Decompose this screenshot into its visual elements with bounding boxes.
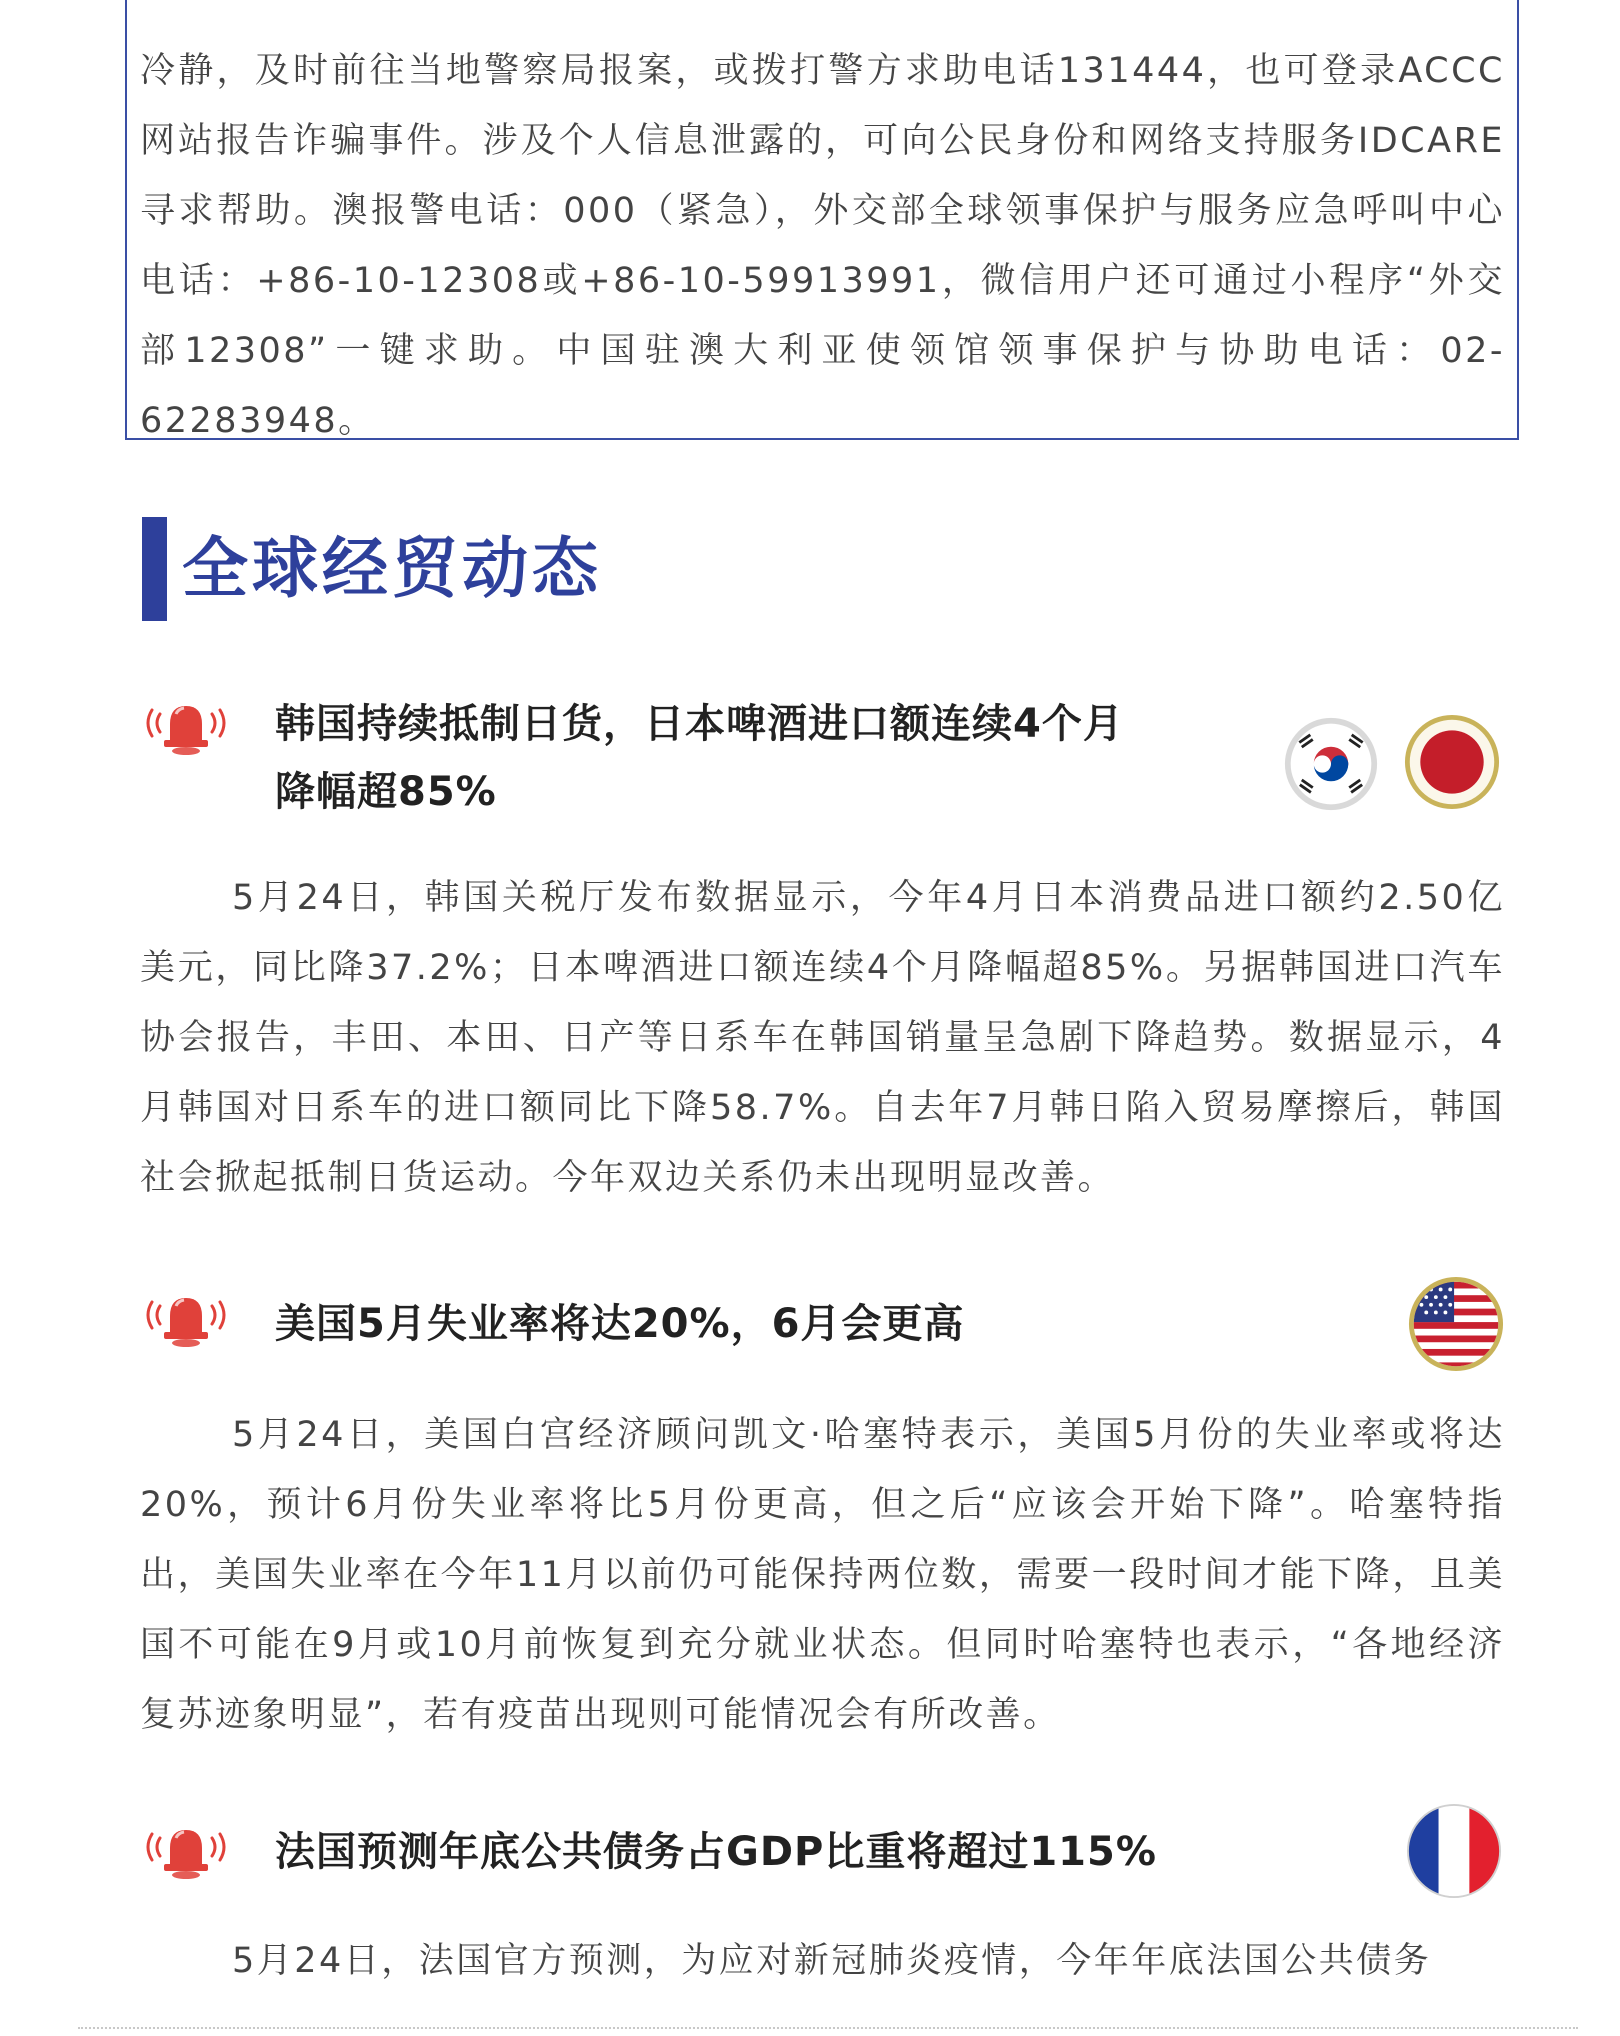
section-title: 全球经贸动态 xyxy=(182,530,602,607)
alarm-bell-icon xyxy=(138,1288,234,1350)
news-title-line: 降幅超85% xyxy=(275,769,497,815)
section-bar xyxy=(142,517,167,621)
notice-text: 冷静，及时前往当地警察局报案，或拨打警方求助电话131444，也可登录ACCC网站报告诈骗事件。涉及个人信息泄露的，可向公民身份和网络支持服务IDCARE寻求帮助。澳报警电话：000（紧急），外交部全球领事保护与服务应急呼叫中心电话：+86-10-12308或+86-10-59913991，微信用户还可通过小程序“外交部12308”一键求助。中国驻澳大利亚使领馆领事保护与协助电话：02-62283948。 xyxy=(140,51,1505,441)
news-title xyxy=(275,696,1124,820)
alarm-bell-icon xyxy=(138,1820,234,1882)
dotted-divider xyxy=(78,2027,1578,2029)
japan-flag-icon xyxy=(1404,714,1500,810)
news-body: 5月24日，韩国关税厅发布数据显示，今年4月日本消费品进口额约2.50亿美元，同比降37.2%；日本啤酒进口额连续4个月降幅超85%。另据韩国进口汽车协会报告，丰田、本田、日产等日系车在韩国销量呈急剧下降趋势。数据显示，4月韩国对日系车的进口额同比下降58.7%。自去年7月韩日陷入贸易摩擦后，韩国社会掀起抵制日货运动。今年双边关系仍未出现明显改善。 xyxy=(140,878,1505,1198)
section-heading xyxy=(142,517,842,621)
news-item-header xyxy=(138,1820,1518,1920)
news-body: 5月24日，美国白宫经济顾问凯文·哈塞特表示，美国5月份的失业率或将达20%，预计6月份失业率将比5月份更高，但之后“应该会开始下降”。哈塞特指出，美国失业率在今年11月以前仍可能保持两位数，需要一段时间才能下降，且美国不可能在9月或10月前恢复到充分就业状态。但同时哈塞特也表示，“各地经济复苏迹象明显”，若有疫苗出现则可能情况会有所改善。 xyxy=(140,1415,1505,1735)
france-flag-icon xyxy=(1406,1803,1502,1899)
usa-flag-icon xyxy=(1408,1276,1504,1372)
news-item-header xyxy=(138,696,1518,826)
south-korea-flag-icon xyxy=(1283,716,1379,812)
news-item-header xyxy=(138,1288,1518,1388)
news-body: 5月24日，法国官方预测，为应对新冠肺炎疫情，今年年底法国公共债务 xyxy=(232,1941,1432,1981)
news-title-line: 韩国持续抵制日货，日本啤酒进口额连续4个月 xyxy=(275,701,1124,747)
news-title: 美国5月失业率将达20%，6月会更高 xyxy=(275,1301,965,1347)
news-title: 法国预测年底公共债务占GDP比重将超过115% xyxy=(275,1829,1157,1875)
alarm-bell-icon xyxy=(138,696,234,758)
